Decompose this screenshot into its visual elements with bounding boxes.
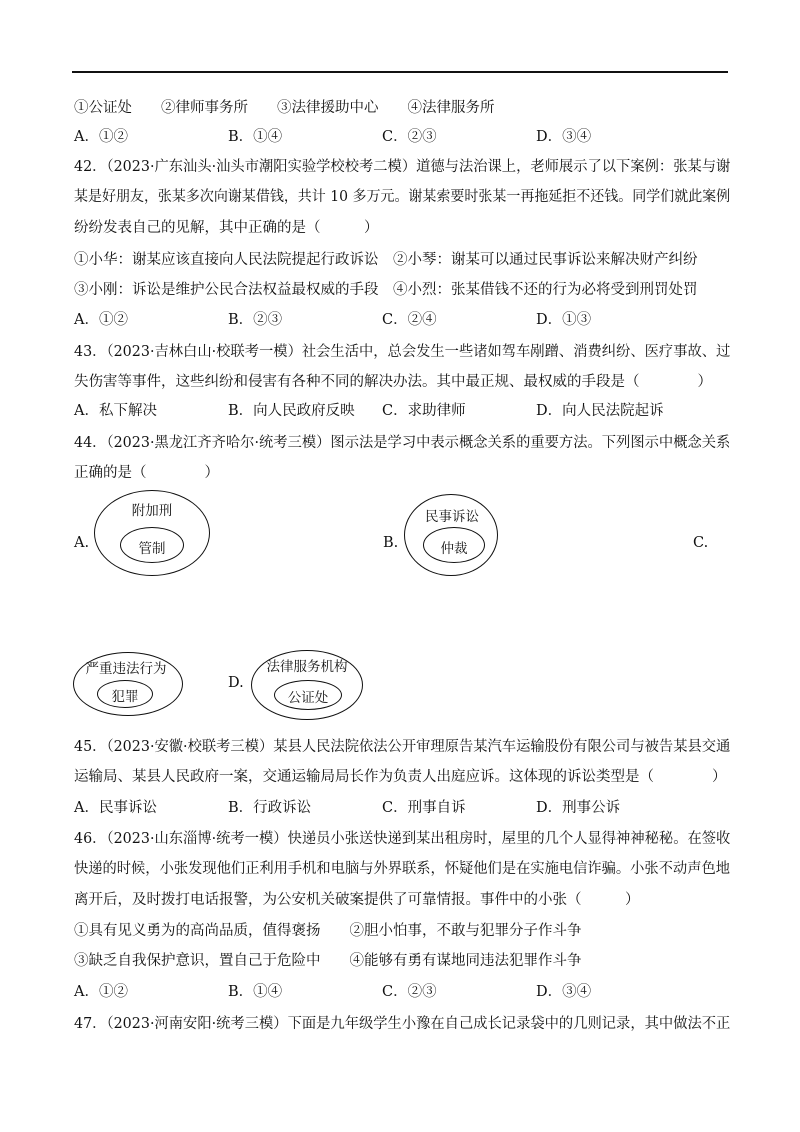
q42-stem-line2: 某是好朋友，张某多次向谢某借钱，共计 10 多万元。谢某索要时张某一再拖延拒不还钱。同学们就此案例 [74, 189, 731, 205]
diagram-b-letter[interactable]: B. [383, 535, 399, 551]
option-c[interactable]: C．求助律师 [382, 403, 466, 419]
q43-stem-line1: 43．（2023·吉林白山·校联考一模）社会生活中，总会发生一些诸如驾车剐蹭、消费纠纷、医疗事故、过 [74, 344, 731, 360]
diagram-b-outer-label: 民事诉讼 [425, 509, 479, 525]
diagram-b-inner-label: 仲裁 [440, 541, 468, 557]
q46-statements-2: ③缺乏自我保护意识，置自己于危险中 ④能够有勇有谋地同违法犯罪作斗争 [74, 953, 582, 969]
diagram-a-outer-label: 附加刑 [131, 503, 173, 519]
diagram-a-inner-label: 管制 [138, 541, 166, 557]
q42-stem-line1: 42．（2023·广东汕头·汕头市潮阳实验学校校考二模）道德与法治课上，老师展示了以下案例：张某与谢 [74, 159, 731, 175]
option-b[interactable]: B．②③ [228, 312, 283, 328]
q46-stem-line3: 离开后，及时拨打电话报警，为公安机关破案提供了可靠情报。事件中的小张（ ） [74, 892, 640, 908]
option-b[interactable]: B．行政诉讼 [228, 800, 312, 816]
option-b[interactable]: B．①④ [228, 984, 283, 1000]
q43-stem-line2: 失伤害等事件，这些纠纷和侵害有各种不同的解决办法。其中最正规、最权威的手段是（ ） [74, 374, 712, 390]
option-a[interactable]: A．①② [74, 984, 128, 1000]
diagram-d-outer-label: 法律服务机构 [266, 659, 348, 675]
option-b[interactable]: B．向人民政府反映 [228, 403, 355, 419]
option-a[interactable]: A．私下解决 [74, 403, 157, 419]
option-a[interactable]: A．①② [74, 312, 128, 328]
option-c[interactable]: C．②③ [382, 129, 437, 145]
q47-stem-line1: 47．（2023·河南安阳·统考三模）下面是九年级学生小豫在自己成长记录袋中的几则记录，其中做法不正 [74, 1016, 731, 1032]
option-c[interactable]: C．②④ [382, 312, 437, 328]
q42-statements-1: ①小华：谢某应该直接向人民法院提起行政诉讼 ②小琴：谢某可以通过民事诉讼来解决财产纠纷 [74, 252, 698, 268]
q46-stem-line2: 快递的时候，小张发现他们正利用手机和电脑与外界联系，怀疑他们是在实施电信诈骗。小张不动声色地 [74, 861, 730, 877]
q46-stem-line1: 46．（2023·山东淄博·统考一模）快递员小张送快递到某出租房时，屋里的几个人显得神神秘秘。在签收 [74, 831, 731, 847]
q42-stem-line3: 纷纷发表自己的见解，其中正确的是（ ） [74, 220, 379, 236]
q45-stem-line1: 45．（2023·安徽·校联考三模）某县人民法院依法公开审理原告某汽车运输股份有限公司与被告某县交通 [74, 739, 731, 755]
option-d[interactable]: D．刑事公诉 [536, 800, 621, 816]
option-d[interactable]: D．①③ [536, 312, 592, 328]
option-d[interactable]: D．③④ [536, 984, 592, 1000]
option-a[interactable]: A．民事诉讼 [74, 800, 157, 816]
option-d[interactable]: D．③④ [536, 129, 592, 145]
diagram-c-inner-label: 犯罪 [111, 689, 139, 705]
q46-statements-1: ①具有见义勇为的高尚品质，值得褒扬 ②胆小怕事，不敢与犯罪分子作斗争 [74, 923, 582, 939]
diagram-d-letter[interactable]: D. [228, 675, 244, 691]
option-d[interactable]: D．向人民法院起诉 [536, 403, 664, 419]
q44-stem-line2: 正确的是（ ） [74, 465, 219, 481]
prev-statements: ①公证处 ②律师事务所 ③法律援助中心 ④法律服务所 [74, 100, 495, 116]
diagram-c-outer-label: 严重违法行为 [85, 661, 167, 677]
option-b[interactable]: B．①④ [228, 129, 283, 145]
q44-stem-line1: 44．（2023·黑龙江齐齐哈尔·统考三模）图示法是学习中表示概念关系的重要方法。下列图示中概念关系 [74, 435, 731, 451]
option-a[interactable]: A．①② [74, 129, 128, 145]
diagram-c-letter[interactable]: C. [693, 535, 709, 551]
q45-stem-line2: 运输局、某县人民政府一案，交通运输局局长作为负责人出庭应诉。这体现的诉讼类型是（ ） [74, 769, 727, 785]
header-rule [72, 71, 728, 73]
q42-statements-2: ③小刚：诉讼是维护公民合法权益最权威的手段 ④小烈：张某借钱不还的行为必将受到刑罚处罚 [74, 282, 698, 298]
option-c[interactable]: C．②③ [382, 984, 437, 1000]
option-c[interactable]: C．刑事自诉 [382, 800, 466, 816]
diagram-d-inner-label: 公证处 [287, 690, 329, 706]
diagram-a-letter[interactable]: A. [74, 535, 90, 551]
